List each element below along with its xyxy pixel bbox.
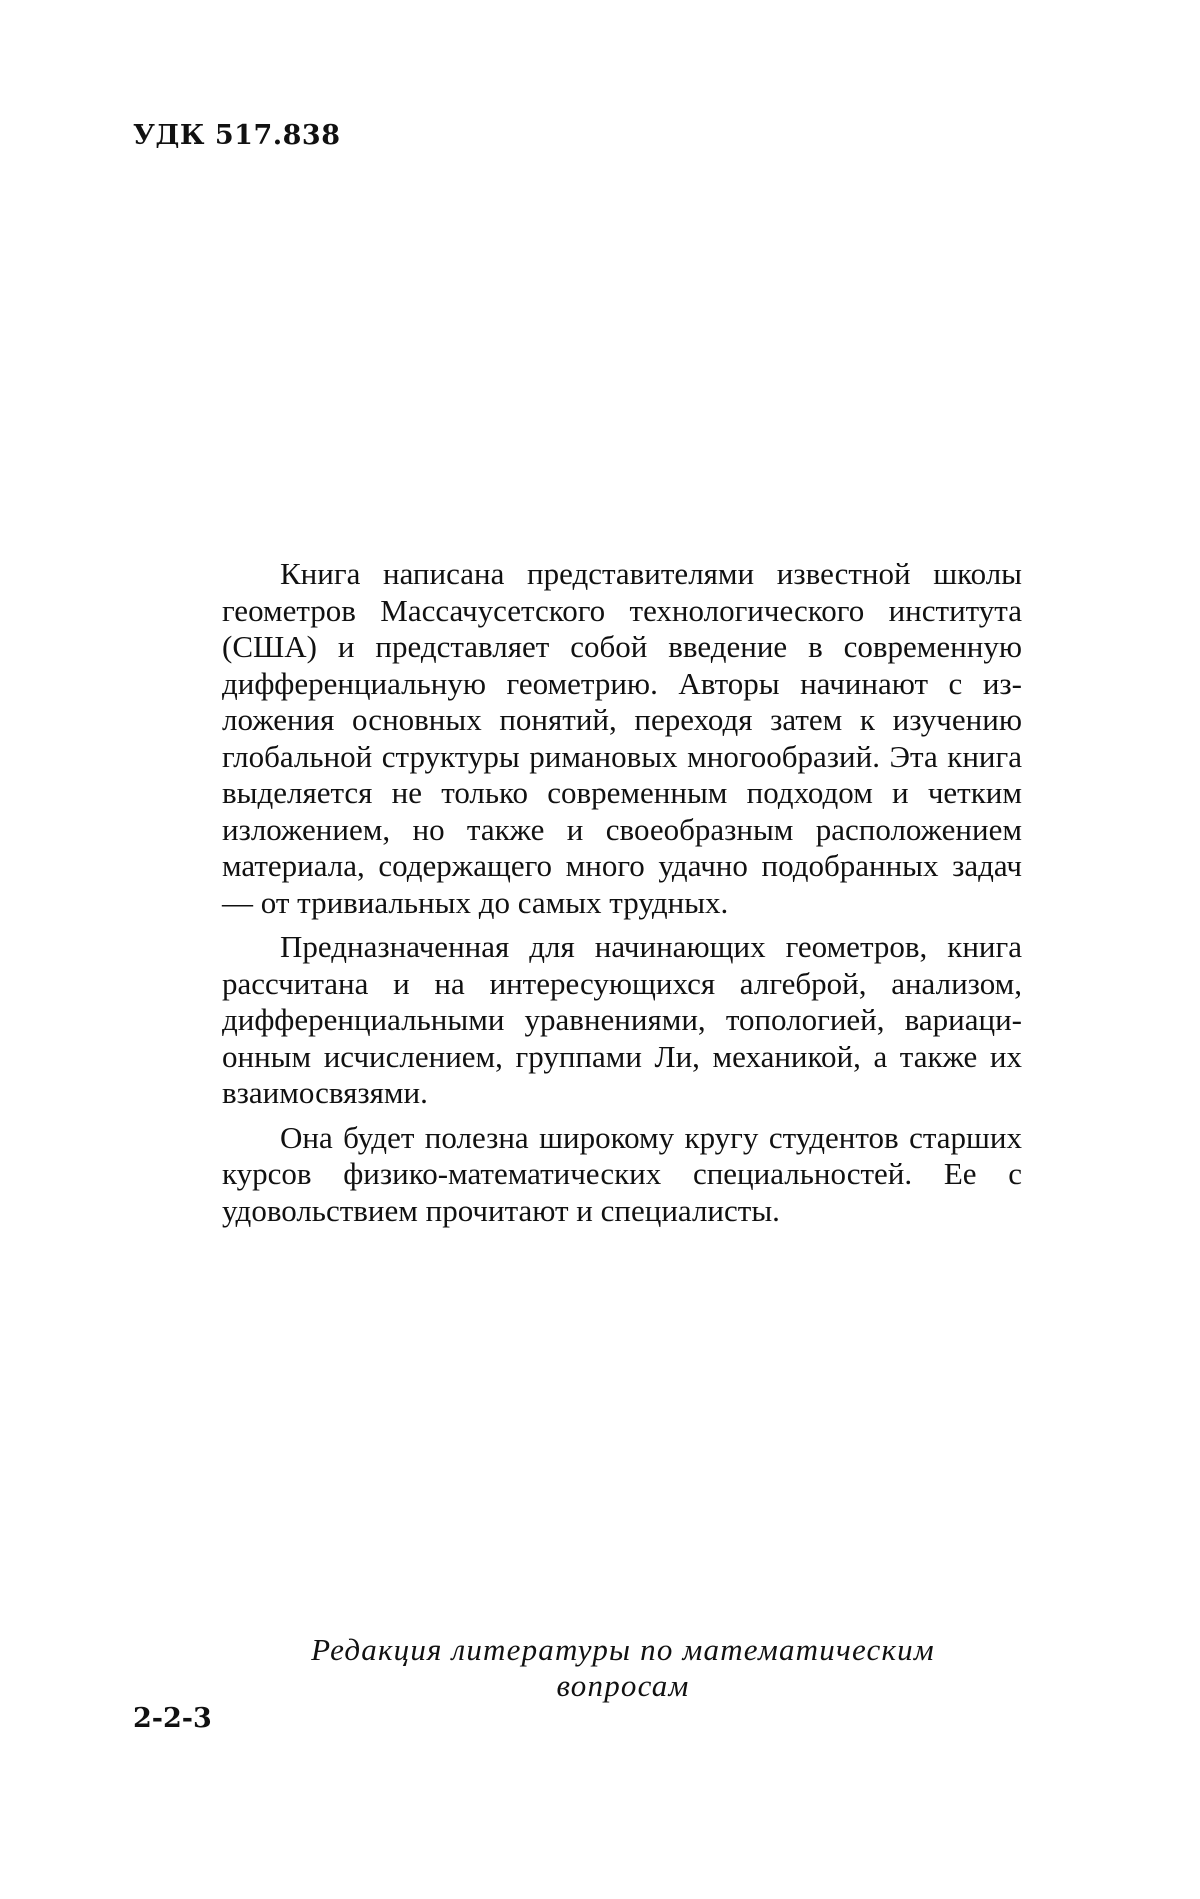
abstract-paragraph-3: Она будет полезна широкому кругу студентов старших курсов физико-математических специальностей. Ее с удовольствием прочитают и специалисты. bbox=[222, 1119, 1022, 1228]
abstract-paragraph-2: Предназначенная для начинающих геометров, книга рассчитана и на интересующихся алгеброй, анализом, дифференциальными уравнениями, топологией, вариационным исчислением, группами Ли, механикой, а также их взаимосвязями. bbox=[222, 929, 1022, 1110]
abstract-paragraph-1: Книга написана представителями известной школы геометров Массачусетского технологического института (США) и представляет собой введение в современную дифференциальную геометрию. Авторы начинают с изложения основных понятий, переходя затем к изучению глобальной структуры римановых многообразий. Эта книга выделяется не только современным подходом и четким изложением, но также и своеобразным расположением материала, содержащего много удачно подобранных задач — от тривиальных до самых трудных. bbox=[222, 556, 1022, 920]
udk-classification: УДК 517.838 bbox=[133, 120, 341, 151]
book-abstract bbox=[222, 556, 1022, 1237]
publication-code: 2-2-3 bbox=[133, 1703, 212, 1734]
editorial-department: Редакция литературы по математическим вопросам bbox=[311, 1632, 935, 1703]
